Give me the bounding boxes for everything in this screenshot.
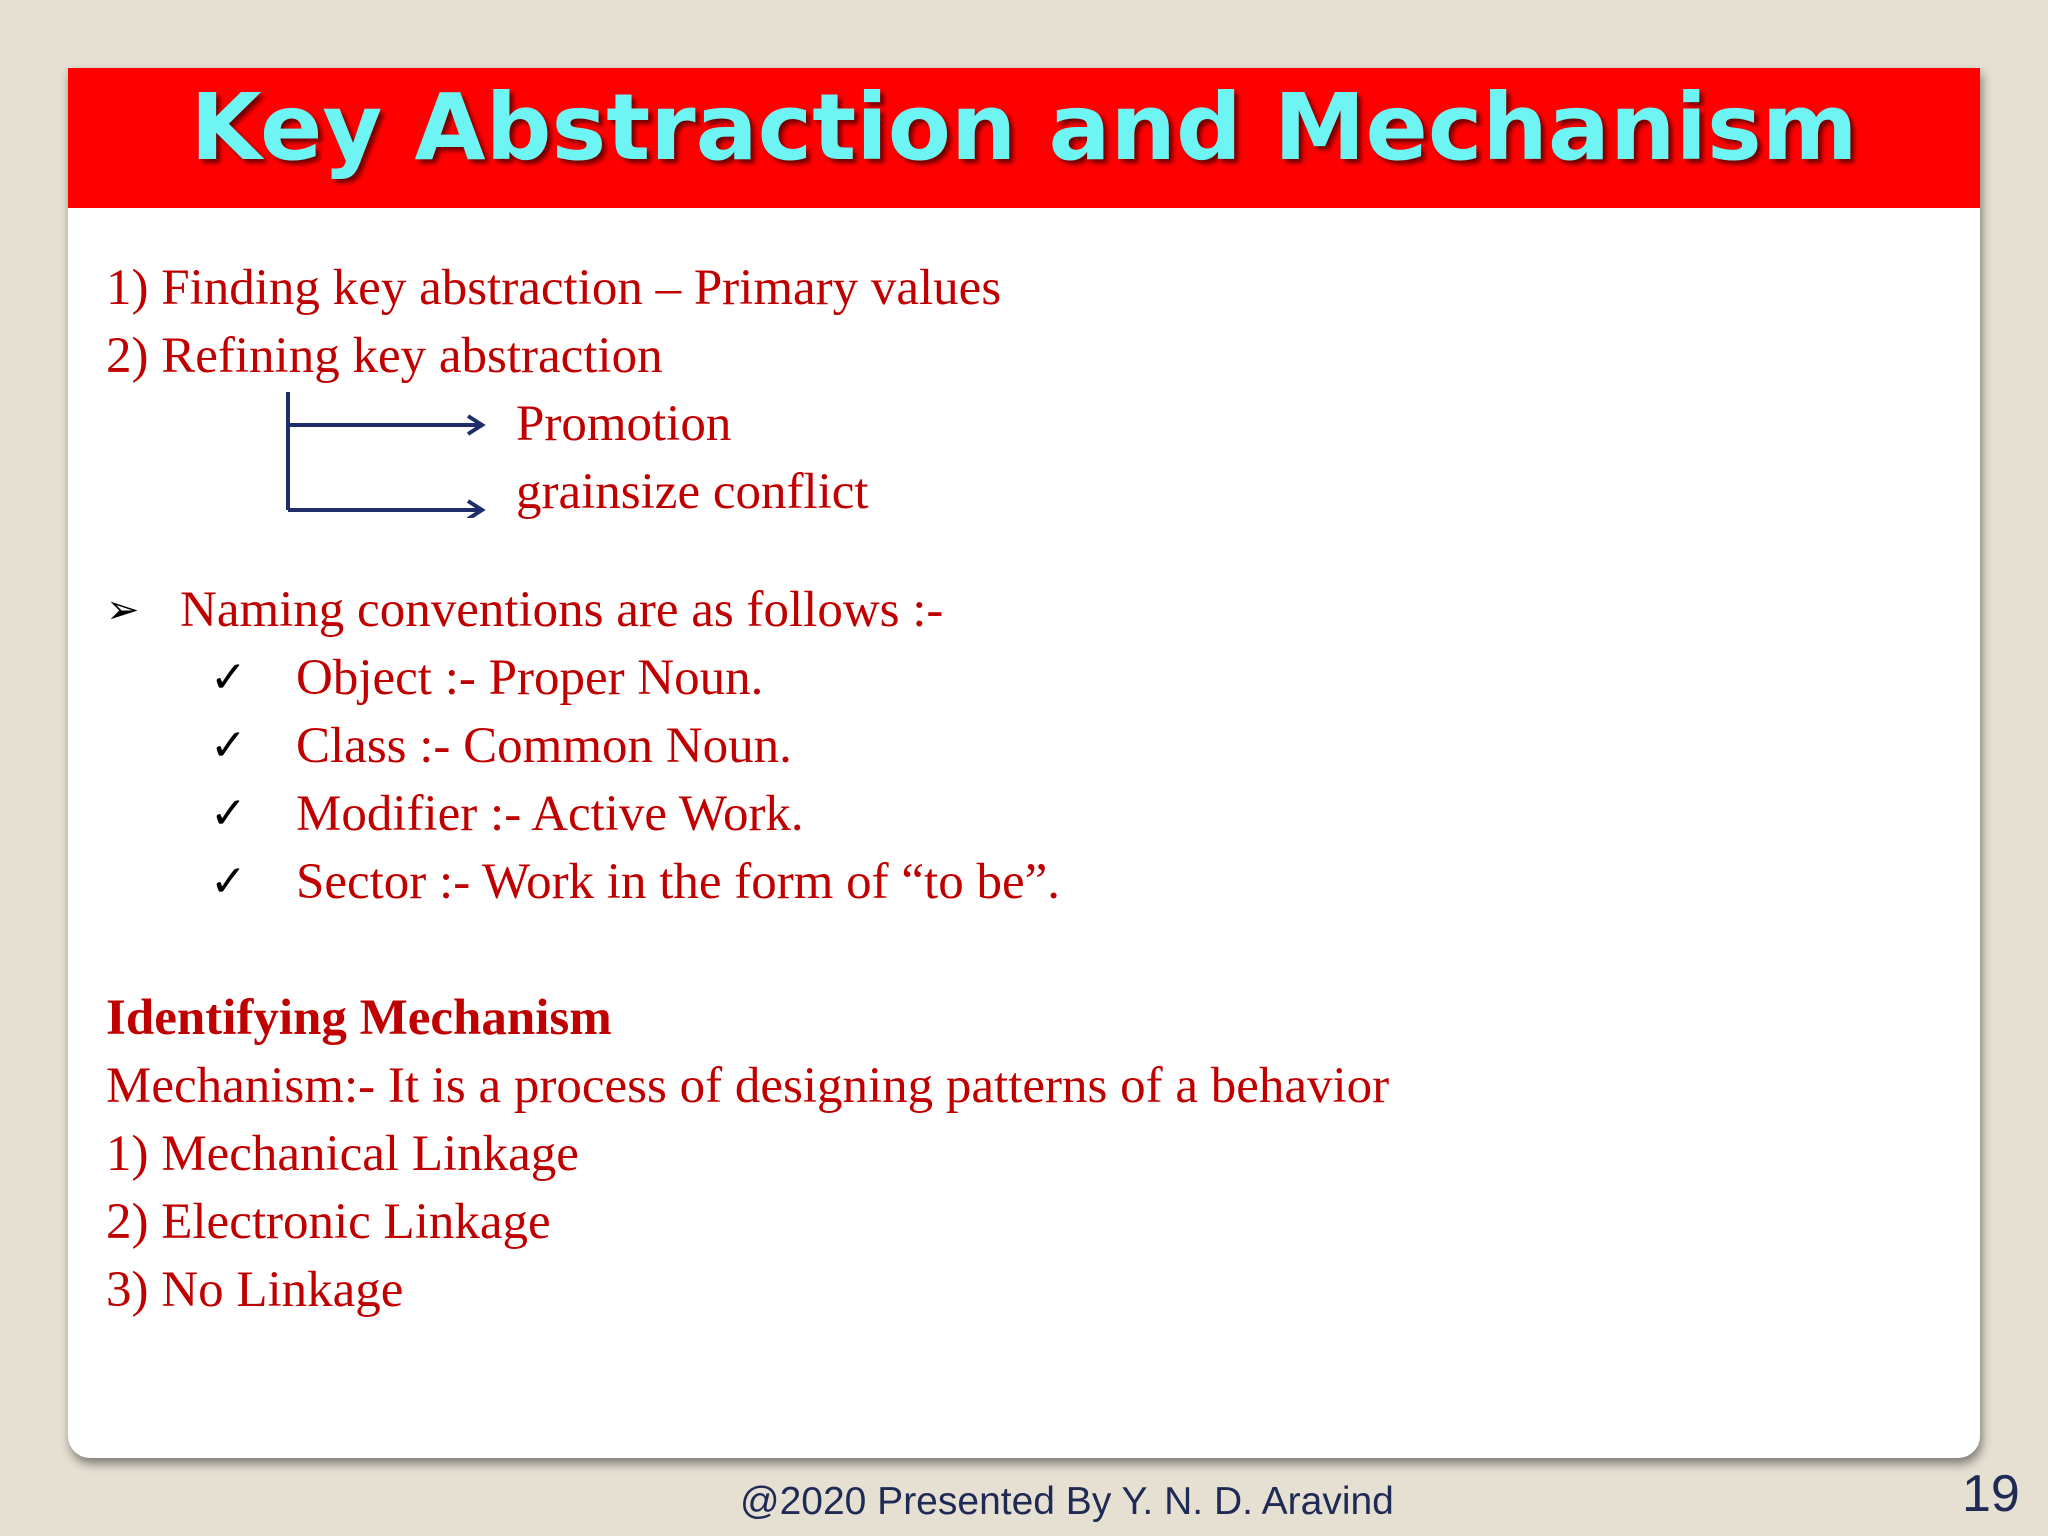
- mechanism-definition: Mechanism:- It is a process of designing patterns of a behavior: [106, 1058, 1390, 1114]
- naming-heading: Naming conventions are as follows :-: [180, 582, 944, 638]
- refinement-grainsize: grainsize conflict: [516, 464, 869, 520]
- check-icon: ✓: [210, 856, 247, 907]
- page-number: 19: [1962, 1465, 2020, 1523]
- bracket-arrows: [280, 388, 500, 518]
- check-icon: ✓: [210, 652, 247, 703]
- check-icon: ✓: [210, 788, 247, 839]
- mechanism-item: 3) No Linkage: [106, 1262, 404, 1318]
- slide-title: Key Abstraction and Mechanism: [190, 74, 1858, 181]
- mechanism-item: 2) Electronic Linkage: [106, 1194, 551, 1250]
- footer-credit: @2020 Presented By Y. N. D. Aravind: [740, 1480, 1394, 1523]
- mechanism-heading: Identifying Mechanism: [106, 990, 612, 1046]
- mechanism-item: 1) Mechanical Linkage: [106, 1126, 579, 1182]
- naming-item: Object :- Proper Noun.: [296, 650, 764, 706]
- naming-item: Sector :- Work in the form of “to be”.: [296, 854, 1060, 910]
- arrow-bullet-icon: ➢: [106, 587, 140, 633]
- naming-item: Class :- Common Noun.: [296, 718, 792, 774]
- naming-item: Modifier :- Active Work.: [296, 786, 804, 842]
- step-1: 1) Finding key abstraction – Primary values: [106, 260, 1002, 316]
- refinement-promotion: Promotion: [516, 396, 732, 452]
- check-icon: ✓: [210, 720, 247, 771]
- step-2: 2) Refining key abstraction: [106, 328, 663, 384]
